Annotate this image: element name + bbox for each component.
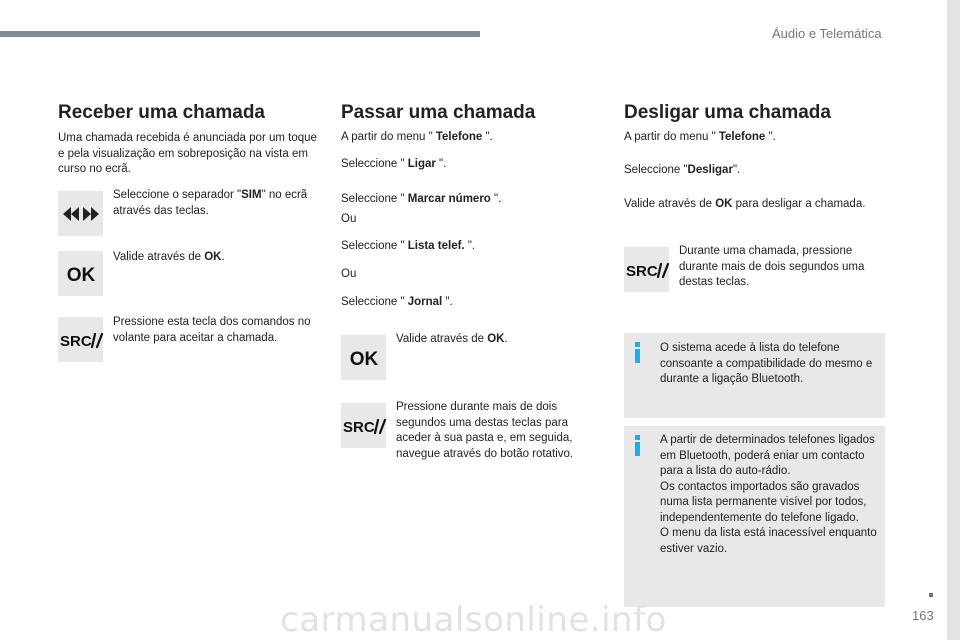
receive-step-validate: Valide através de OK. xyxy=(113,251,225,263)
info-icon xyxy=(635,342,640,363)
make-call-step-folder: Pressione durante mais de dois segundos uma destas teclas para aceder à sua pasta e, em seguida, navegue através do botão rotativo. xyxy=(396,401,574,460)
ok-button-icon xyxy=(341,335,386,380)
make-call-line-log: Seleccione " Jornal ". xyxy=(341,296,453,308)
info-box xyxy=(624,426,885,607)
prev-next-keys-icon xyxy=(58,191,103,236)
info-text: Os contactos importados são gravados numa lista permanente visível por todos, independentemente do telefone ligado. xyxy=(660,480,867,524)
header-bar xyxy=(0,31,480,37)
src-steering-key-icon xyxy=(58,317,103,362)
make-call-line-menu: A partir do menu " Telefone ". xyxy=(341,131,493,143)
receive-call-intro: Uma chamada recebida é anunciada por um toque e pela visualização em sobreposição na vista em curso no ecrã. xyxy=(58,132,317,175)
info-text: A partir de determinados telefones ligados em Bluetooth, poderá eniar um contacto para a lista do auto-rádio. xyxy=(660,434,875,477)
info-text: O menu da lista está inacessível enquanto estiver vazio. xyxy=(660,527,877,555)
src-steering-key-icon xyxy=(624,247,669,292)
end-call-title: Desligar uma chamada xyxy=(624,102,831,123)
make-call-line-dial: Seleccione " Marcar número ". xyxy=(341,193,502,205)
svg-text:SRC: SRC xyxy=(59,332,92,349)
svg-text:OK: OK xyxy=(66,264,95,284)
make-call-step-validate: Valide através de OK. xyxy=(396,333,508,345)
svg-text:SRC: SRC xyxy=(625,262,658,279)
src-steering-key-icon xyxy=(341,403,386,448)
end-call-line-validate: Valide através de OK para desligar a chamada. xyxy=(624,198,866,210)
info-icon xyxy=(635,435,640,456)
or-text: Ou xyxy=(341,213,357,225)
ok-button-icon xyxy=(58,251,103,296)
page-number: 163 xyxy=(912,608,934,623)
page-edge xyxy=(947,0,960,640)
info-box xyxy=(624,333,885,418)
end-call-line-select: Seleccione "Desligar". xyxy=(624,164,741,176)
svg-text:OK: OK xyxy=(349,348,378,368)
info-text: O sistema acede à lista do telefone consoante a compatibilidade do mesmo e durante a ligação Bluetooth. xyxy=(660,342,873,385)
end-call-line-menu: A partir do menu " Telefone ". xyxy=(624,131,776,143)
make-call-title: Passar uma chamada xyxy=(341,102,536,123)
end-call-step-press: Durante uma chamada, pressione durante mais de dois segundos uma destas teclas. xyxy=(679,245,865,288)
receive-step-select-tab: Seleccione o separador "SIM" no ecrã através das teclas. xyxy=(113,189,308,217)
svg-text:SRC: SRC xyxy=(342,418,375,435)
receive-step-accept: Pressione esta tecla dos comandos no volante para aceitar a chamada. xyxy=(113,316,311,344)
receive-call-title: Receber uma chamada xyxy=(58,102,265,123)
section-title: Áudio e Telemática xyxy=(772,26,882,41)
watermark: carmanualsonline.info xyxy=(280,600,667,640)
make-call-line-contacts: Seleccione " Lista telef. ". xyxy=(341,240,476,252)
make-call-line-ligar: Seleccione " Ligar ". xyxy=(341,158,447,170)
or-text: Ou xyxy=(341,268,357,280)
page-marker xyxy=(929,593,933,597)
